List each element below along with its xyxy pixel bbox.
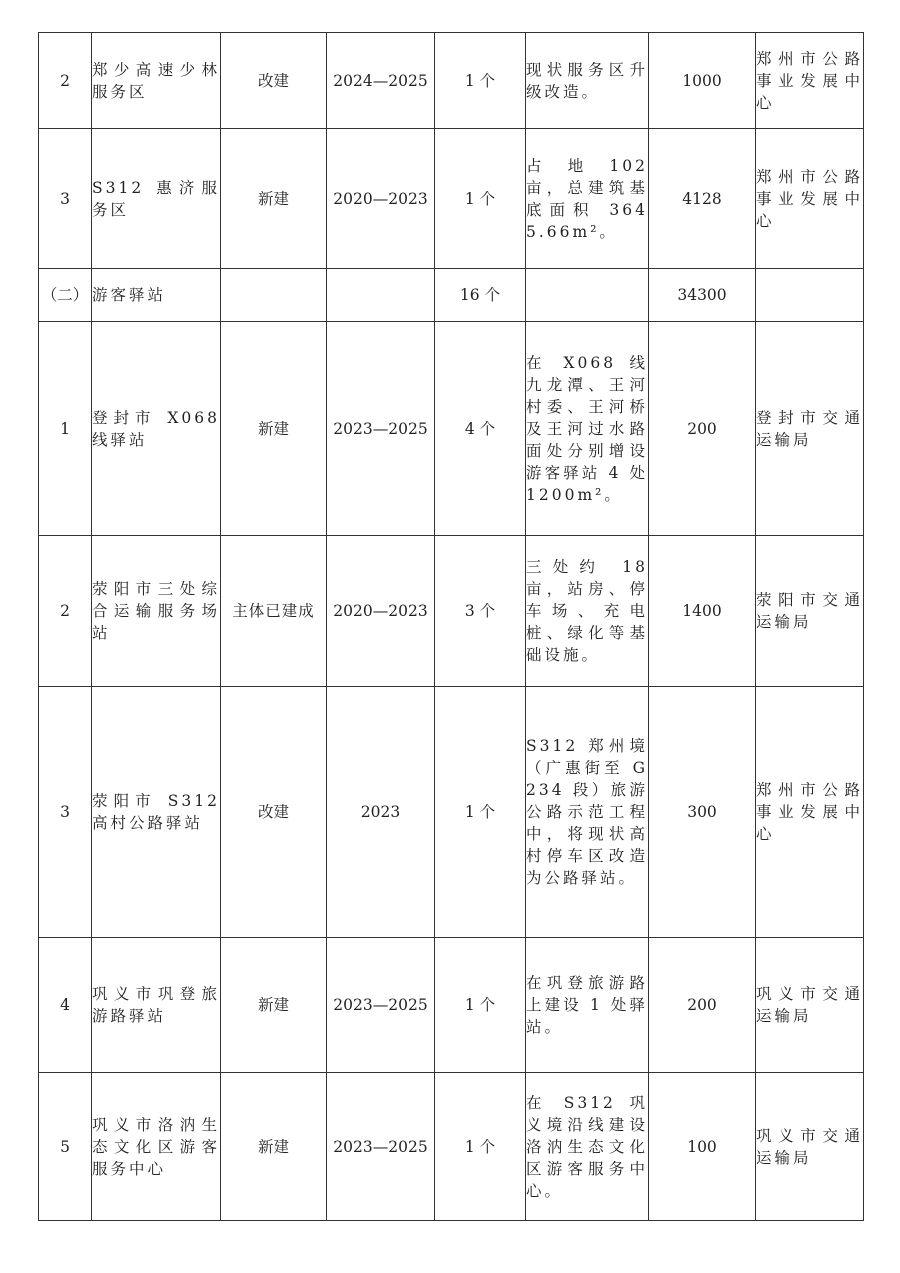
table-row [39,938,864,1073]
construction-content: S312 郑州境（广惠街至 G234 段）旅游公路示范工程中，将现状高村停车区改造为公路驿站。 [526,687,649,938]
investment: 200 [649,938,756,1073]
construction-type [221,269,327,322]
construction-content: 占 地 102 亩，总建筑基底面积 3645.66m²。 [526,129,649,269]
table-row [39,129,864,269]
row-number: 2 [39,536,92,687]
project-name: 巩义市洛汭生态文化区游客服务中心 [92,1073,221,1221]
project-name: 郑少高速少林服务区 [92,33,221,129]
quantity: 1 个 [435,938,526,1073]
responsible-unit: 郑州市公路事业发展中心 [756,33,864,129]
table-row [39,536,864,687]
responsible-unit: 登封市交通运输局 [756,322,864,536]
investment: 4128 [649,129,756,269]
construction-content: 在 S312 巩义境沿线建设洛汭生态文化区游客服务中心。 [526,1073,649,1221]
responsible-unit: 巩义市交通运输局 [756,938,864,1073]
row-number: 2 [39,33,92,129]
row-number: 4 [39,938,92,1073]
investment: 200 [649,322,756,536]
construction-type: 新建 [221,129,327,269]
row-number: 3 [39,687,92,938]
project-name: S312 惠济服务区 [92,129,221,269]
construction-content: 在巩登旅游路上建设 1 处驿站。 [526,938,649,1073]
quantity: 1 个 [435,687,526,938]
table-row [39,269,864,322]
construction-type: 主体已建成 [221,536,327,687]
quantity: 16 个 [435,269,526,322]
project-name: 游客驿站 [92,269,221,322]
project-name: 巩义市巩登旅游路驿站 [92,938,221,1073]
row-number: 1 [39,322,92,536]
row-number: 3 [39,129,92,269]
construction-type: 新建 [221,322,327,536]
construction-period: 2023—2025 [327,938,435,1073]
construction-period: 2024—2025 [327,33,435,129]
row-number: 5 [39,1073,92,1221]
project-name: 荥阳市 S312 高村公路驿站 [92,687,221,938]
investment: 1000 [649,33,756,129]
construction-type: 改建 [221,33,327,129]
table-row [39,33,864,129]
investment: 100 [649,1073,756,1221]
construction-period: 2023—2025 [327,1073,435,1221]
responsible-unit: 郑州市公路事业发展中心 [756,129,864,269]
construction-period: 2023—2025 [327,322,435,536]
construction-content: 在 X068 线九龙潭、王河村委、王河桥及王河过水路面处分别增设游客驿站 4 处 1200m²。 [526,322,649,536]
responsible-unit: 荥阳市交通运输局 [756,536,864,687]
responsible-unit: 巩义市交通运输局 [756,1073,864,1221]
row-number: （二） [39,269,92,322]
responsible-unit [756,269,864,322]
table-row [39,687,864,938]
quantity: 1 个 [435,129,526,269]
investment: 1400 [649,536,756,687]
quantity: 1 个 [435,1073,526,1221]
table-row [39,322,864,536]
construction-type: 改建 [221,687,327,938]
construction-type: 新建 [221,1073,327,1221]
construction-content [526,269,649,322]
construction-content: 现状服务区升级改造。 [526,33,649,129]
project-table [38,32,864,1221]
construction-period: 2023 [327,687,435,938]
construction-period: 2020—2023 [327,536,435,687]
investment: 34300 [649,269,756,322]
construction-content: 三处约 18 亩，站房、停车场、充电桩、绿化等基础设施。 [526,536,649,687]
construction-period [327,269,435,322]
quantity: 1 个 [435,33,526,129]
construction-period: 2020—2023 [327,129,435,269]
responsible-unit: 郑州市公路事业发展中心 [756,687,864,938]
project-name: 荥阳市三处综合运输服务场站 [92,536,221,687]
table-row [39,1073,864,1221]
quantity: 4 个 [435,322,526,536]
investment: 300 [649,687,756,938]
quantity: 3 个 [435,536,526,687]
construction-type: 新建 [221,938,327,1073]
project-name: 登封市 X068 线驿站 [92,322,221,536]
